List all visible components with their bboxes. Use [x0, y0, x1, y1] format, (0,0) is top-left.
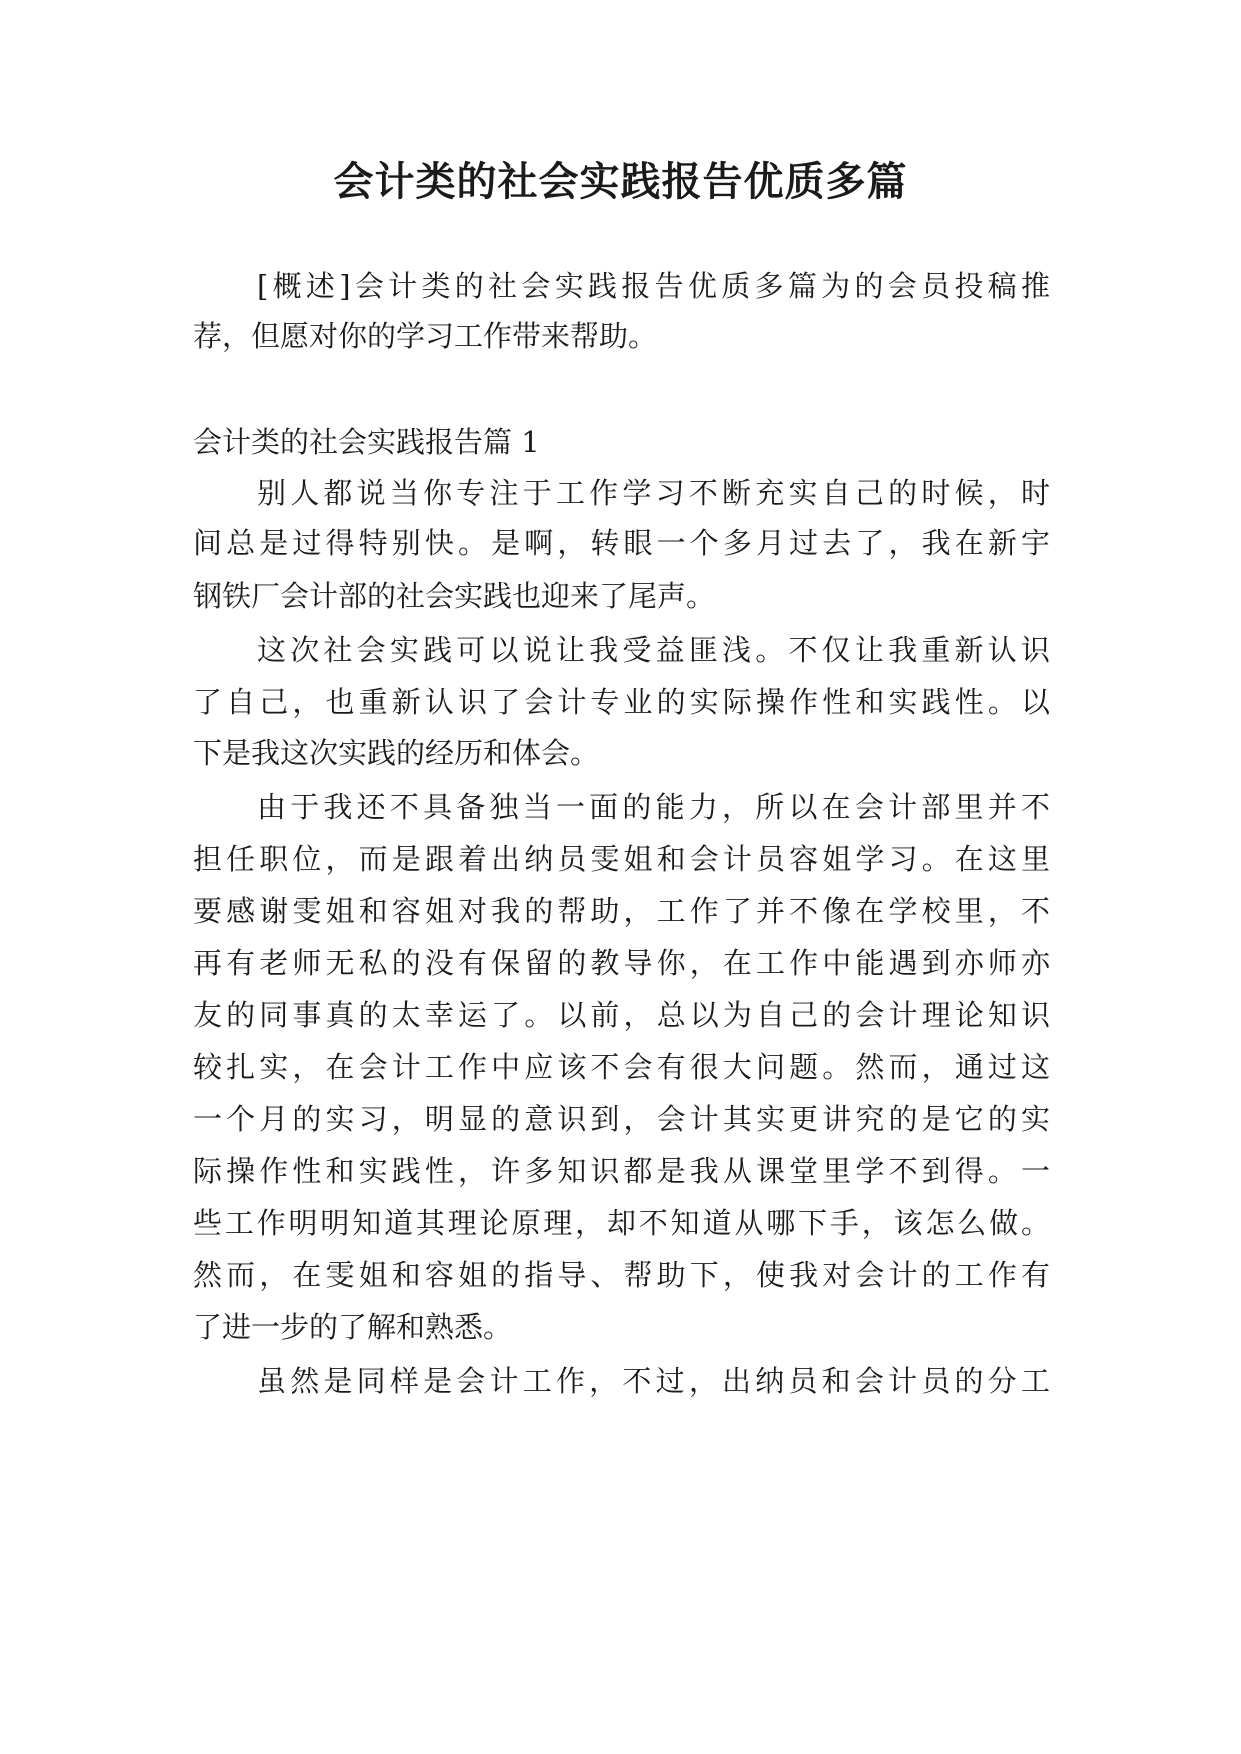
paragraph-line: 要感谢雯姐和容姐对我的帮助，工作了并不像在学校里，不 — [193, 894, 1050, 928]
paragraph-line: 了进一步的了解和熟悉。 — [193, 1310, 513, 1344]
paragraph-line: 些工作明明知道其理论原理，却不知道从哪下手，该怎么做。 — [193, 1206, 1050, 1240]
summary-line: [概述]会计类的社会实践报告优质多篇为的会员投稿推 — [257, 269, 1050, 303]
paragraph-line: 下是我这次实践的经历和体会。 — [193, 736, 600, 770]
paragraph-line: 了自己，也重新认识了会计专业的实际操作性和实践性。以 — [193, 685, 1050, 719]
paragraph-line: 然而，在雯姐和容姐的指导、帮助下，使我对会计的工作有 — [193, 1258, 1050, 1292]
paragraph-line: 较扎实，在会计工作中应该不会有很大问题。然而，通过这 — [193, 1050, 1050, 1084]
paragraph-line: 钢铁厂会计部的社会实践也迎来了尾声。 — [193, 579, 716, 613]
paragraph-line: 由于我还不具备独当一面的能力，所以在会计部里并不 — [257, 790, 1050, 824]
paragraph-line: 虽然是同样是会计工作，不过，出纳员和会计员的分工 — [257, 1364, 1050, 1398]
paragraph-line: 担任职位，而是跟着出纳员雯姐和会计员容姐学习。在这里 — [193, 842, 1050, 876]
paragraph-line: 友的同事真的太幸运了。以前，总以为自己的会计理论知识 — [193, 998, 1050, 1032]
paragraph-line: 再有老师无私的没有保留的教导你，在工作中能遇到亦师亦 — [193, 946, 1050, 980]
paragraph-line: 际操作性和实践性，许多知识都是我从课堂里学不到得。一 — [193, 1154, 1050, 1188]
paragraph-line: 这次社会实践可以说让我受益匪浅。不仅让我重新认识 — [257, 633, 1050, 667]
paragraph-line: 间总是过得特别快。是啊，转眼一个多月过去了，我在新宇 — [193, 526, 1050, 560]
paragraph-line: 一个月的实习，明显的意识到，会计其实更讲究的是它的实 — [193, 1102, 1050, 1136]
paragraph-line: 别人都说当你专注于工作学习不断充实自己的时候，时 — [257, 476, 1050, 510]
section-heading: 会计类的社会实践报告篇 1 — [193, 425, 540, 459]
document-title: 会计类的社会实践报告优质多篇 — [333, 159, 908, 205]
summary-line: 荐，但愿对你的学习工作带来帮助。 — [193, 319, 658, 353]
